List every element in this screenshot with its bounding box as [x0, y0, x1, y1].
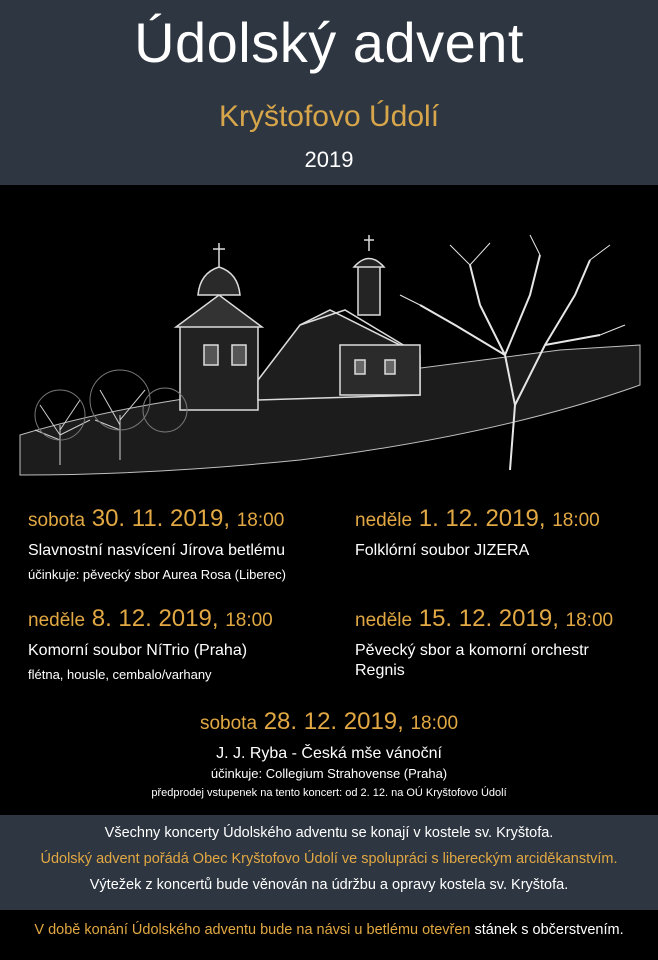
poster-title: Údolský advent	[134, 11, 524, 74]
info-band	[0, 815, 658, 910]
event-name-continued: Regnis	[355, 662, 405, 679]
presale-note: předprodej vstupenek na tento koncert: od 2. 12. na OÚ Kryštofovo Údolí	[151, 787, 507, 799]
event-1	[28, 505, 286, 583]
event-detail: účinkuje: Collegium Strahovense (Praha)	[210, 766, 448, 781]
event-date: 1. 12. 2019,	[418, 505, 546, 532]
event-day: neděle	[355, 510, 413, 531]
event-name: Pěvecký sbor a komorní orchestr	[355, 642, 589, 659]
event-name: Folklórní soubor JIZERA	[355, 542, 530, 559]
event-detail: účinkuje: pěvecký sbor Aurea Rosa (Liberec)	[28, 567, 286, 582]
event-2	[355, 505, 600, 561]
poster-subtitle: Kryštofovo Údolí	[218, 100, 440, 133]
header-banner	[0, 0, 658, 185]
event-3	[28, 605, 273, 683]
event-date: 28. 12. 2019,	[263, 708, 404, 735]
event-day: neděle	[28, 610, 86, 631]
event-name: Komorní soubor NíTrio (Praha)	[28, 642, 248, 659]
footer-part-1: V době konání Údolského adventu bude na návsi u betlému otevřen	[34, 922, 471, 938]
event-5	[0, 708, 658, 801]
footer-note	[0, 905, 658, 960]
event-day: sobota	[199, 713, 258, 734]
footer-part-2: stánek s občerstvením.	[470, 922, 624, 938]
event-time: 18:00	[565, 610, 614, 631]
event-detail: flétna, housle, cembalo/varhany	[28, 667, 212, 682]
info-line-proceeds: Výtežek z koncertů bude věnován na údržbu a opravy kostela sv. Kryštofa.	[89, 877, 569, 893]
event-date: 30. 11. 2019,	[91, 505, 231, 532]
event-time: 18:00	[552, 510, 600, 531]
church-illustration	[0, 185, 658, 495]
event-name: Slavnostní nasvícení Jírova betlému	[28, 542, 286, 559]
poster-year: 2019	[304, 147, 354, 172]
event-time: 18:00	[225, 610, 273, 631]
info-line-organizer: Údolský advent pořádá Obec Kryštofovo Údolí ve spolupráci s libereckým arciděkanstvím.	[40, 851, 618, 867]
event-4	[355, 605, 613, 681]
event-day: neděle	[355, 610, 413, 631]
event-name: J. J. Ryba - Česká mše vánoční	[216, 745, 442, 762]
event-date: 8. 12. 2019,	[91, 605, 219, 632]
info-line-venue: Všechny koncerty Údolského adventu se konají v kostele sv. Kryštofa.	[104, 825, 554, 841]
event-time: 18:00	[236, 510, 285, 531]
event-date: 15. 12. 2019,	[418, 605, 559, 632]
event-day: sobota	[28, 510, 86, 531]
event-time: 18:00	[410, 713, 459, 734]
